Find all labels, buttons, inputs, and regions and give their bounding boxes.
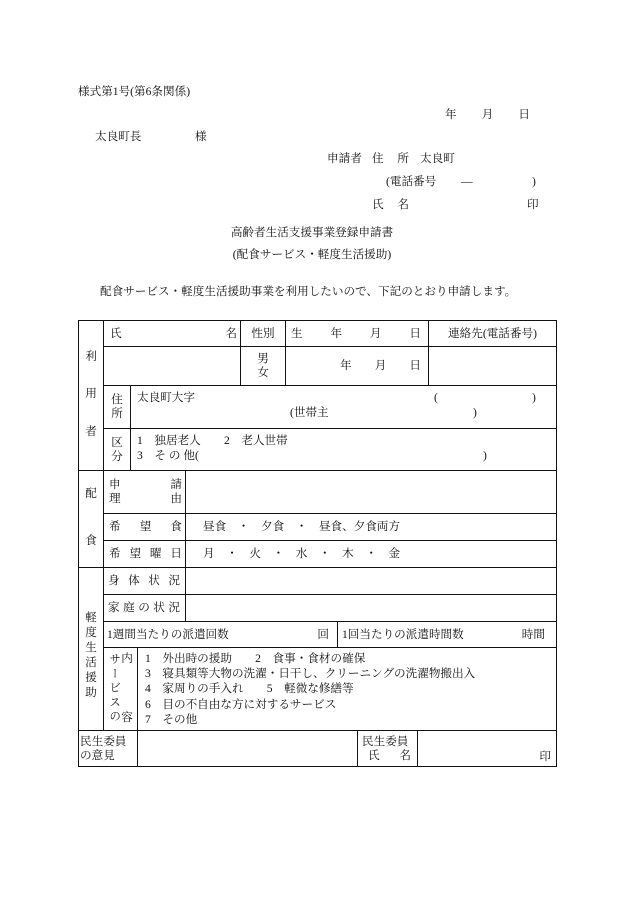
category-value-cell bbox=[130, 428, 557, 471]
days-label-char: 日 bbox=[170, 547, 182, 560]
service-label-col1: サービスの bbox=[108, 653, 122, 724]
name-header-cell bbox=[103, 320, 241, 347]
gender-options bbox=[257, 352, 269, 380]
birth-header bbox=[291, 327, 421, 341]
meal-options: 昼食 ・ 夕食 ・ 昼食、夕食両方 bbox=[203, 520, 401, 533]
category-label-char: 分 bbox=[111, 449, 123, 463]
meal-section-label-char: 配 bbox=[85, 486, 97, 500]
support-section-label-char: 活 bbox=[85, 656, 97, 670]
physical-label-char: 体 bbox=[128, 574, 140, 587]
service-list bbox=[145, 651, 475, 727]
opinion-value-cell bbox=[137, 730, 358, 767]
birth-header-char: 月 bbox=[369, 326, 382, 340]
reason-label-line1-char: 請 bbox=[170, 478, 182, 491]
physical-label bbox=[108, 574, 180, 588]
support-section-label-char: 生 bbox=[85, 640, 97, 654]
user-section-label-char: 用 bbox=[85, 387, 97, 400]
meal-label-char: 希 bbox=[109, 520, 121, 533]
physical-label-cell bbox=[103, 567, 186, 595]
intro-text: 配食サービス・軽度生活援助事業を利用したいので、下記のとおり申請します。 bbox=[100, 285, 517, 298]
birth-format-char: 日 bbox=[409, 359, 421, 372]
address-label-char: 所 bbox=[111, 407, 123, 420]
gender-header-cell bbox=[240, 320, 286, 347]
category-label-cell bbox=[103, 428, 131, 471]
date-line bbox=[445, 108, 530, 122]
date-line-char: 月 bbox=[481, 108, 494, 121]
date-line-char: 日 bbox=[518, 108, 530, 121]
service-label-col2 bbox=[121, 653, 133, 724]
applicant-name-label-char: 名 bbox=[397, 198, 409, 211]
days-label-char: 希 bbox=[109, 547, 121, 560]
applicant-address-label bbox=[372, 152, 409, 166]
service-label-cell bbox=[103, 647, 138, 731]
opinion-label-line2: の意見 bbox=[80, 749, 115, 762]
birth-format-char: 年 bbox=[340, 359, 352, 372]
meal-value-cell bbox=[185, 513, 557, 541]
service-label-col2-char: 内 bbox=[121, 652, 133, 665]
birth-format-char: 月 bbox=[374, 359, 387, 372]
contact-header: 連絡先(電話番号) bbox=[448, 326, 537, 340]
page-subtitle: (配食サービス・軽度生活援助) bbox=[232, 248, 392, 261]
service-label bbox=[108, 653, 133, 724]
family-label-char: の bbox=[138, 601, 150, 614]
applicant-address-label-char: 住 bbox=[372, 152, 384, 165]
birth-header-char: 年 bbox=[330, 326, 343, 340]
family-value-cell bbox=[185, 594, 557, 622]
reason-label-cell bbox=[103, 470, 186, 514]
page-title: 高齢者生活支援事業登録申請書 bbox=[230, 226, 394, 239]
gender-value-cell bbox=[240, 346, 286, 386]
support-section-label bbox=[85, 612, 97, 700]
days-value-cell bbox=[185, 540, 557, 568]
birth-header-char: 生 bbox=[291, 326, 303, 340]
applicant-name-label-char: 氏 bbox=[372, 198, 384, 211]
visit-hours-label: 1回当たりの派遣時間数 bbox=[342, 627, 464, 641]
commissioner-label-line2-char: 氏 bbox=[368, 749, 380, 762]
support-section-label-char: 度 bbox=[85, 625, 97, 639]
reason-label-line1-char: 申 bbox=[109, 478, 121, 491]
commissioner-label-line2-char: 名 bbox=[399, 749, 411, 762]
applicant-seal: 印 bbox=[527, 198, 539, 211]
category-line1: 1 独居老人 2 老人世帯 bbox=[137, 434, 288, 447]
name-header-char: 氏 bbox=[110, 326, 122, 340]
physical-label-char: 状 bbox=[148, 574, 160, 587]
commissioner-value-cell bbox=[417, 730, 557, 767]
reason-label-line2-char: 理 bbox=[109, 492, 121, 505]
category-label-char: 区 bbox=[111, 435, 123, 449]
form-number: 様式第1号(第6条関係) bbox=[78, 85, 191, 98]
applicant-name-label bbox=[372, 198, 409, 212]
physical-label-char: 況 bbox=[168, 574, 180, 587]
meal-label-char: 食 bbox=[170, 520, 182, 533]
opinion-label-line1: 民生委員 bbox=[80, 735, 127, 748]
name-header bbox=[110, 327, 237, 341]
address-label-cell bbox=[103, 385, 131, 429]
family-label-char: 況 bbox=[168, 601, 180, 614]
meal-section-label-cell bbox=[78, 470, 104, 568]
reason-label bbox=[109, 478, 182, 506]
service-item: 7 その他 bbox=[145, 712, 198, 726]
visit-hours-unit: 時間 bbox=[521, 627, 545, 641]
applicant-phone-close: ) bbox=[532, 175, 536, 188]
reason-label-line1 bbox=[109, 478, 182, 492]
addressee: 太良町長 bbox=[95, 130, 142, 143]
applicant-address-label-char: 所 bbox=[397, 152, 409, 165]
addressee-honorific: 様 bbox=[195, 130, 207, 143]
weekly-visits-unit: 回 bbox=[317, 627, 329, 641]
days-label bbox=[109, 547, 182, 561]
commissioner-seal: 印 bbox=[539, 750, 551, 763]
gender-header: 性別 bbox=[251, 326, 275, 340]
service-item: 3 寝具類等大物の洗濯・日干し、クリーニングの洗濯物搬出入 bbox=[145, 667, 476, 681]
reason-label-line2 bbox=[109, 492, 182, 506]
applicant-phone-open: (電話番号 bbox=[386, 175, 437, 188]
commissioner-label-cell bbox=[357, 730, 418, 767]
gender-option-female: 女 bbox=[257, 366, 269, 379]
days-options: 月 ・ 火 ・ 水 ・ 木 ・ 金 bbox=[203, 547, 401, 560]
opinion-label-cell bbox=[78, 730, 138, 767]
meal-section-label-char: 食 bbox=[85, 533, 97, 547]
support-section-label-char: 助 bbox=[85, 686, 97, 700]
support-section-label-char: 軽 bbox=[85, 610, 97, 624]
meal-label-char: 望 bbox=[139, 520, 152, 533]
days-label-cell bbox=[103, 540, 186, 568]
contact-value-cell bbox=[428, 346, 557, 386]
support-section-label-char: 援 bbox=[85, 671, 97, 685]
householder-open: (世帯主 bbox=[290, 406, 329, 419]
birth-value-cell bbox=[285, 346, 429, 386]
user-section-label-char: 利 bbox=[85, 349, 97, 363]
service-label-col2-char: 容 bbox=[121, 711, 133, 724]
address-prefix: 太良町大字 bbox=[137, 391, 195, 404]
commissioner-label-line2 bbox=[368, 749, 411, 763]
commissioner-label-line1: 民生委員 bbox=[362, 735, 409, 748]
physical-label-char: 身 bbox=[108, 574, 120, 587]
support-section-label-cell bbox=[78, 567, 104, 731]
contact-header-cell bbox=[428, 320, 557, 347]
gender-option-male: 男 bbox=[257, 352, 269, 365]
applicant-phone-dash: — bbox=[461, 175, 473, 188]
birth-header-char: 日 bbox=[409, 326, 421, 340]
user-section-label-cell bbox=[78, 320, 104, 471]
service-item: 6 目の不自由な方に対するサービス bbox=[145, 697, 337, 711]
family-label-char: 庭 bbox=[123, 601, 135, 614]
meal-section-label bbox=[85, 488, 97, 547]
visit-hours-cell bbox=[337, 621, 557, 648]
days-label-char: 曜 bbox=[149, 547, 162, 560]
service-item: 1 外出時の援助 2 食事・食材の確保 bbox=[145, 651, 366, 665]
householder-close: ) bbox=[473, 406, 477, 419]
user-section-label-char: 者 bbox=[85, 424, 97, 438]
meal-label bbox=[109, 520, 182, 534]
service-list-cell bbox=[137, 647, 557, 731]
family-label-char: 家 bbox=[108, 601, 120, 614]
reason-label-line2-char: 由 bbox=[170, 492, 182, 505]
address-label-char: 住 bbox=[111, 393, 123, 406]
name-header-char: 名 bbox=[225, 326, 237, 340]
meal-label-cell bbox=[103, 513, 186, 541]
commissioner-label bbox=[362, 735, 411, 763]
weekly-visits-cell bbox=[103, 621, 338, 648]
weekly-visits-label: 1週間当たりの派遣回数 bbox=[107, 627, 229, 641]
reason-value-cell bbox=[185, 470, 557, 514]
family-label-cell bbox=[103, 594, 186, 622]
address-value-cell bbox=[130, 385, 557, 429]
applicant-address-value: 太良町 bbox=[420, 152, 455, 165]
address-paren-close: ) bbox=[532, 391, 536, 404]
birth-header-cell bbox=[285, 320, 429, 347]
date-line-char: 年 bbox=[445, 108, 457, 121]
name-value-cell bbox=[103, 346, 241, 386]
category-label bbox=[111, 437, 123, 463]
family-label-char: 状 bbox=[153, 601, 165, 614]
address-paren-open: ( bbox=[434, 391, 438, 404]
days-label-char: 望 bbox=[129, 547, 142, 560]
opinion-label bbox=[80, 735, 126, 763]
applicant-label: 申請者 bbox=[327, 152, 362, 165]
address-label bbox=[111, 394, 123, 420]
category-line2-close: ) bbox=[483, 449, 487, 462]
birth-format bbox=[340, 359, 421, 373]
family-label bbox=[108, 601, 180, 615]
service-item: 4 家周りの手入れ 5 軽微な修繕等 bbox=[145, 682, 354, 696]
physical-value-cell bbox=[185, 567, 557, 595]
category-line2: 3 そ の 他( bbox=[137, 449, 199, 462]
user-section-label bbox=[85, 351, 97, 438]
